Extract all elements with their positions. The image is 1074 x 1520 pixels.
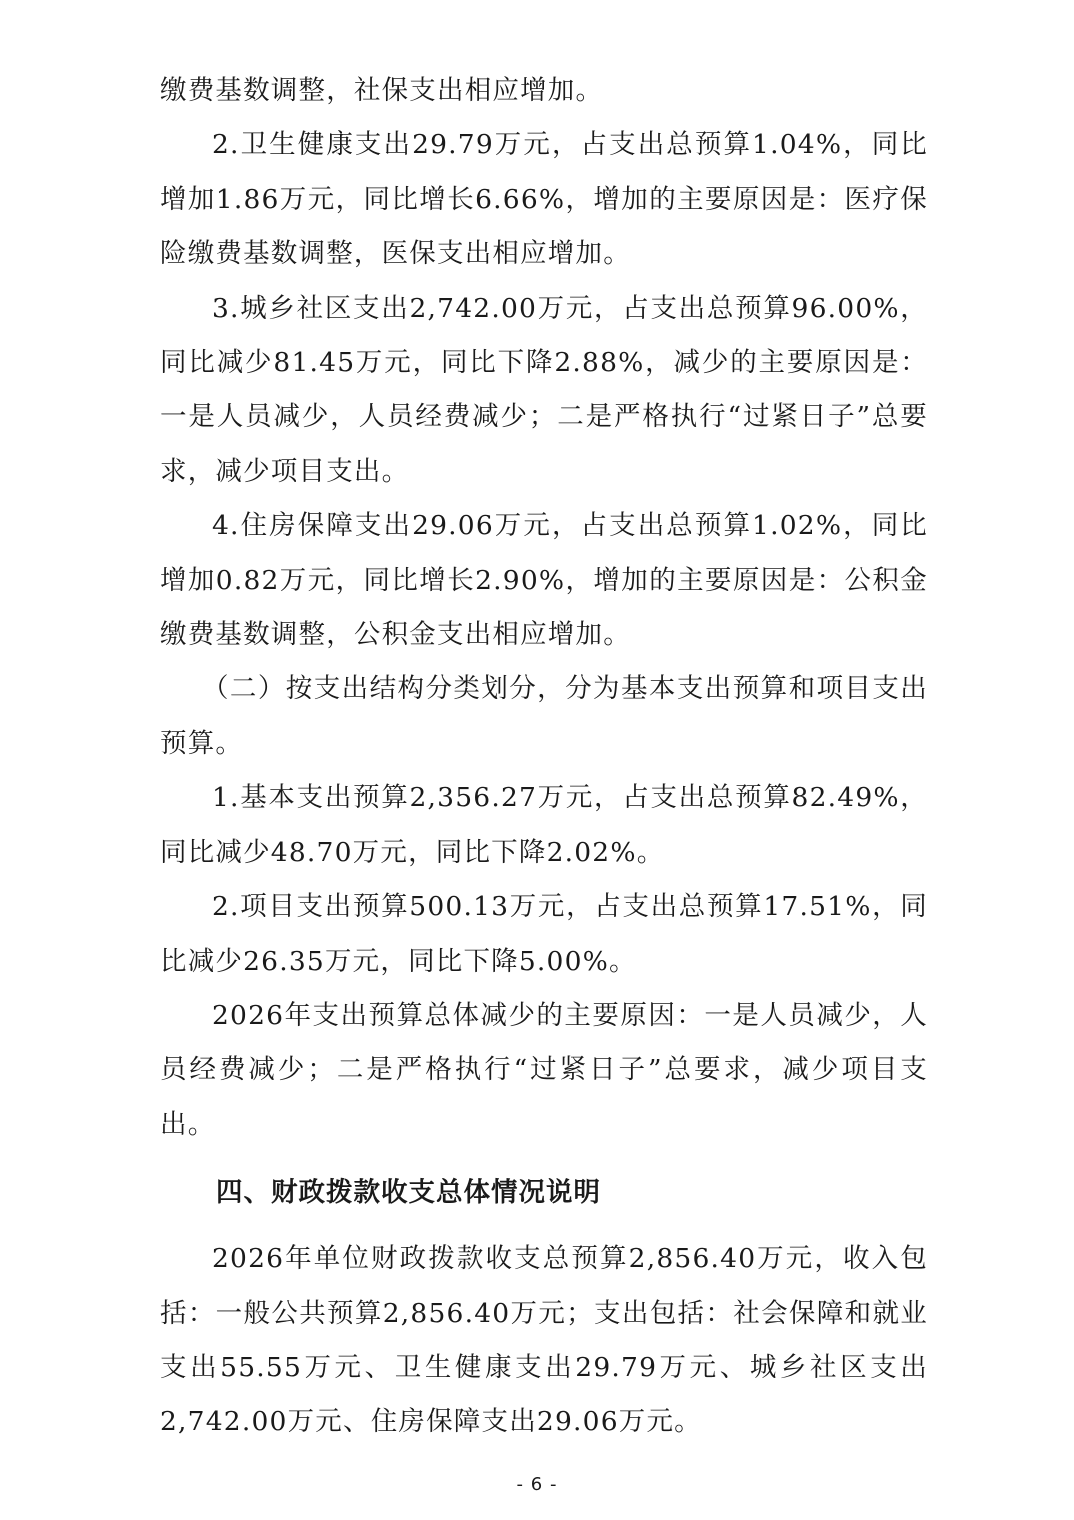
section-heading: 四、财政拨款收支总体情况说明 [216, 1177, 601, 1209]
paragraph-urban-rural-expenditure: 3.城乡社区支出2,742.00万元，占支出总预算96.00%，同比减少81.45万元，同比下降2.88%，减少的主要原因是：一是人员减少，人员经费减少；二是严格执行“过紧日子”总要求，减少项目支出。 [160, 292, 928, 487]
paragraph-health-expenditure: 2.卫生健康支出29.79万元，占支出总预算1.04%，同比增加1.86万元，同比增长6.66%，增加的主要原因是：医疗保险缴费基数调整，医保支出相应增加。 [160, 129, 928, 270]
paragraph-basic-expenditure: 1.基本支出预算2,356.27万元，占支出总预算82.49%，同比减少48.70万元，同比下降2.02%。 [160, 782, 928, 868]
paragraph-project-expenditure: 2.项目支出预算500.13万元，占支出总预算17.51%，同比减少26.35万元，同比下降5.00%。 [160, 891, 928, 977]
paragraph-structure-classification: （二）按支出结构分类划分，分为基本支出预算和项目支出预算。 [160, 673, 928, 759]
page-number: - 6 - [516, 1474, 558, 1495]
paragraph-social-security-continuation: 缴费基数调整，社保支出相应增加。 [160, 75, 604, 106]
paragraph-fiscal-appropriation-summary: 2026年单位财政拨款收支总预算2,856.40万元，收入包括：一般公共预算2,856.40万元；支出包括：社会保障和就业支出55.55万元、卫生健康支出29.79万元、城乡社区支出2,742.00万元、住房保障支出29.06万元。 [160, 1243, 928, 1438]
paragraph-decrease-reason: 2026年支出预算总体减少的主要原因：一是人员减少，人员经费减少；二是严格执行“过紧日子”总要求，减少项目支出。 [160, 999, 928, 1140]
paragraph-housing-expenditure: 4.住房保障支出29.06万元，占支出总预算1.02%，同比增加0.82万元，同比增长2.90%，增加的主要原因是：公积金缴费基数调整，公积金支出相应增加。 [160, 510, 928, 651]
document-page [160, 64, 928, 1450]
